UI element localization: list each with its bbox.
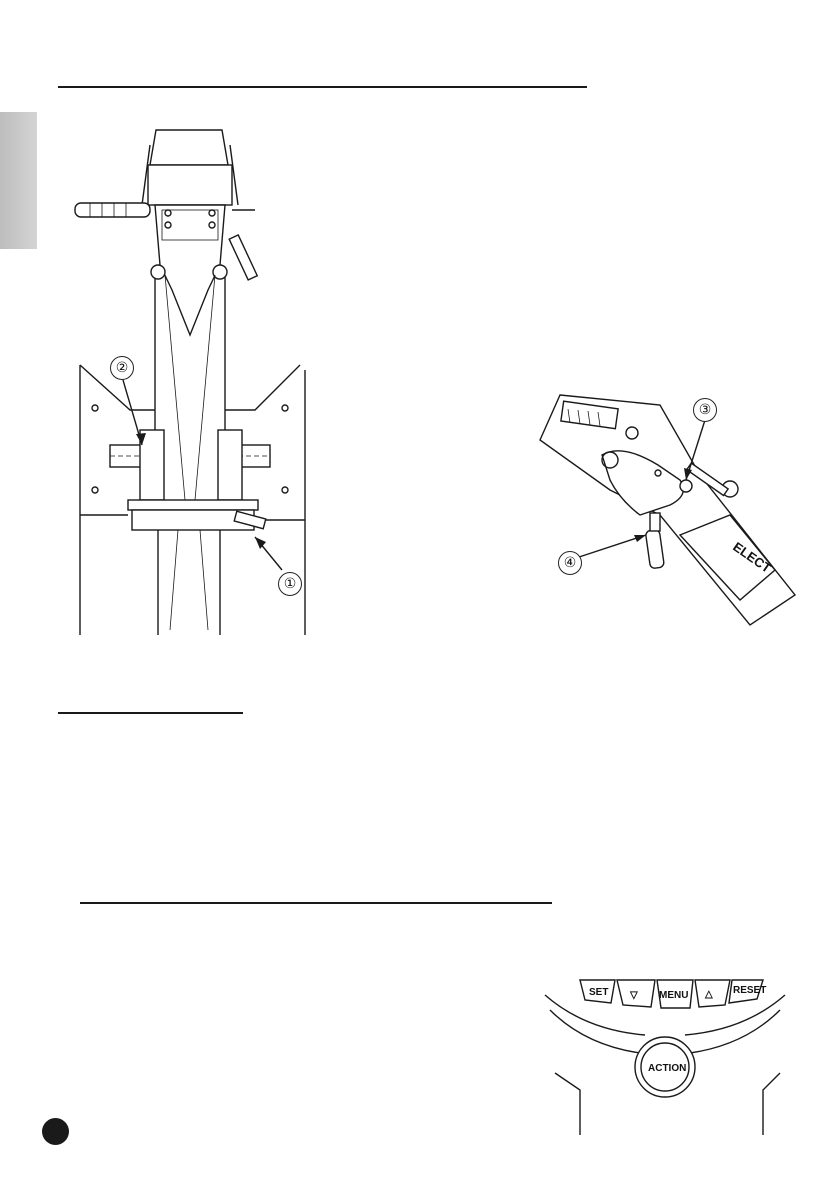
heading-rule-middle [58,712,243,714]
head-lever-diagram [540,385,810,635]
page-marker [42,1118,69,1145]
section-tab [0,112,37,249]
control-panel-diagram [545,975,790,1135]
svg-text:△: △ [705,989,713,1000]
heading-rule-top [58,86,587,88]
svg-text:SET: SET [589,987,609,998]
svg-text:ACTION: ACTION [648,1063,687,1074]
svg-text:▽: ▽ [630,990,638,1001]
callout-3: ③ [693,398,717,422]
callout-4: ④ [558,551,582,575]
callout-1: ① [278,572,302,596]
svg-text:RESET: RESET [733,985,767,996]
column-diagram [70,125,330,635]
callout-2: ② [110,356,134,380]
head-brand-label: ELECT [730,538,774,576]
svg-text:MENU: MENU [659,990,689,1001]
heading-rule-bottom [80,902,552,904]
